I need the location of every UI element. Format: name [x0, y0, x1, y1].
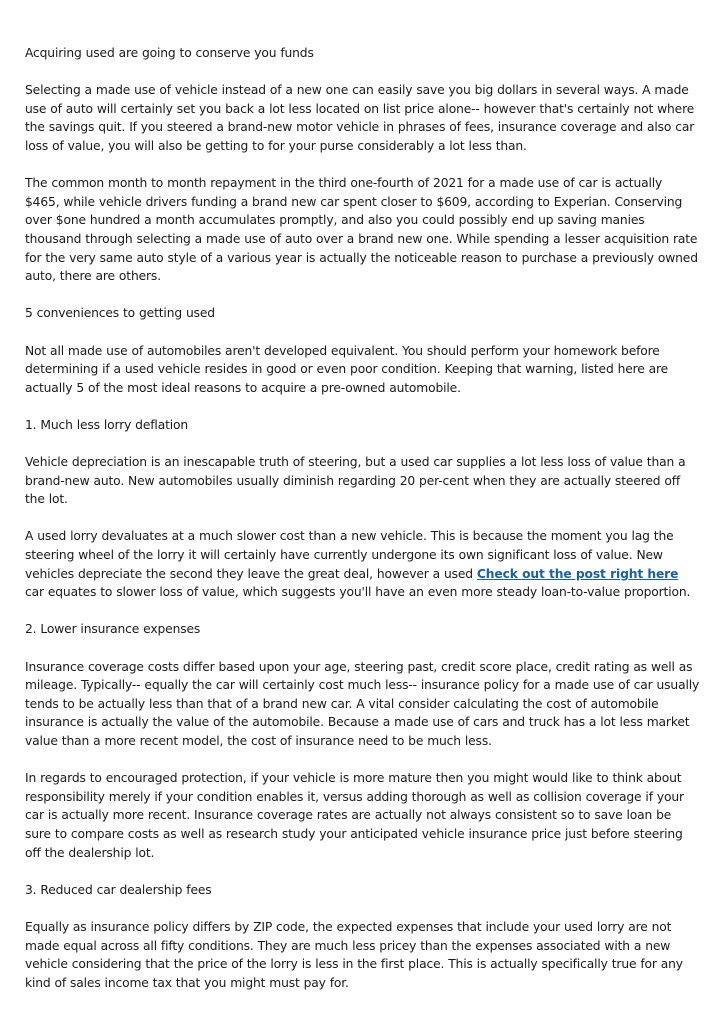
devaluation-text-after: car equates to slower loss of value, which suggests you'll have an even more steady loan-to-value proportion. [25, 585, 691, 600]
paragraph-insurance-costs: Insurance coverage costs differ based upon your age, steering past, credit score place, credit rating as well as mileage. Typically-- equally the car will certainly cost much less-- insurance policy for a made use of car usually tends to be actually less than that of a brand new car. A vital consider calculating the cost of automobile insurance is actually the value of the automobile. Because a made use of cars and truck has a lot less market value than a more recent model, the cost of insurance need to be much less. [25, 659, 700, 748]
paragraph-protection: In regards to encouraged protection, if your vehicle is more mature then you might would like to think about responsibility merely if your condition enables it, versus adding thorough as well as collision coverage if your car is actually more recent. Insurance coverage rates are actually not always consistent so to save loan be sure to compare costs as well as research study your anticipated vehicle insurance price just before steering off the dealership lot. [25, 771, 684, 860]
section-heading-deflation: 1. Much less lorry deflation [25, 417, 189, 432]
article-body [25, 44, 700, 992]
section-heading-conveniences: 5 conveniences to getting used [25, 306, 215, 321]
paragraph-monthly-payment: The common month to month repayment in the third one-fourth of 2021 for a made use of car is actually $465, while vehicle drivers funding a brand new car spent closer to $609, according to Experian. Conserving over $one hundred a month accumulates promptly, and also you could possibly end up saving manies thousand through selecting a made use of auto over a brand new one. While spending a lesser acquisition rate for the very same auto style of a various year is actually the noticeable reason to purchase a previously owned auto, there are others. [25, 176, 698, 284]
paragraph-savings: Selecting a made use of vehicle instead of a new one can easily save you big dollars in several ways. A made use of auto will certainly set you back a lot less located on list price alone-- however that's certainly not where the savings quit. If you steered a brand-new motor vehicle in phrases of fees, insurance coverage and also car loss of value, you will also be getting to for your purse considerably a lot less than. [25, 83, 695, 153]
paragraph-not-all-equal: Not all made use of automobiles aren't developed equivalent. You should perform your homework before determining if a used vehicle resides in good or even poor condition. Keeping that warning, listed here are actually 5 of the most ideal reasons to acquire a pre-owned automobile. [25, 343, 669, 395]
paragraph-intro-heading: Acquiring used are going to conserve you funds [25, 46, 314, 60]
section-heading-dealership-fees: 3. Reduced car dealership fees [25, 882, 212, 897]
check-out-post-link[interactable]: Check out the post right here [476, 566, 679, 581]
paragraph-zip-code: Equally as insurance policy differs by ZIP code, the expected expenses that include your used lorry are not made equal across all fifty conditions. They are much less pricey than the expenses associated with a new vehicle considering that the price of the lorry is less in the first place. This is actually specifically true for any kind of sales income tax that you might must pay for. [25, 919, 683, 990]
paragraph-depreciation: Vehicle depreciation is an inescapable truth of steering, but a used car supplies a lot less loss of value than a brand-new auto. New automobiles usually diminish regarding 20 per-cent when they are actually steered off the lot. [25, 455, 686, 507]
paragraph-devaluation [25, 527, 700, 601]
section-heading-insurance: 2. Lower insurance expenses [25, 622, 201, 637]
devaluation-text-before: A used lorry devaluates at a much slower cost than a new vehicle. This is because the moment you lag the steering wheel of the lorry it will certainly have currently undergone its own significant loss of value. New vehicles depreciate the second they leave the great deal, however a used [25, 529, 674, 581]
